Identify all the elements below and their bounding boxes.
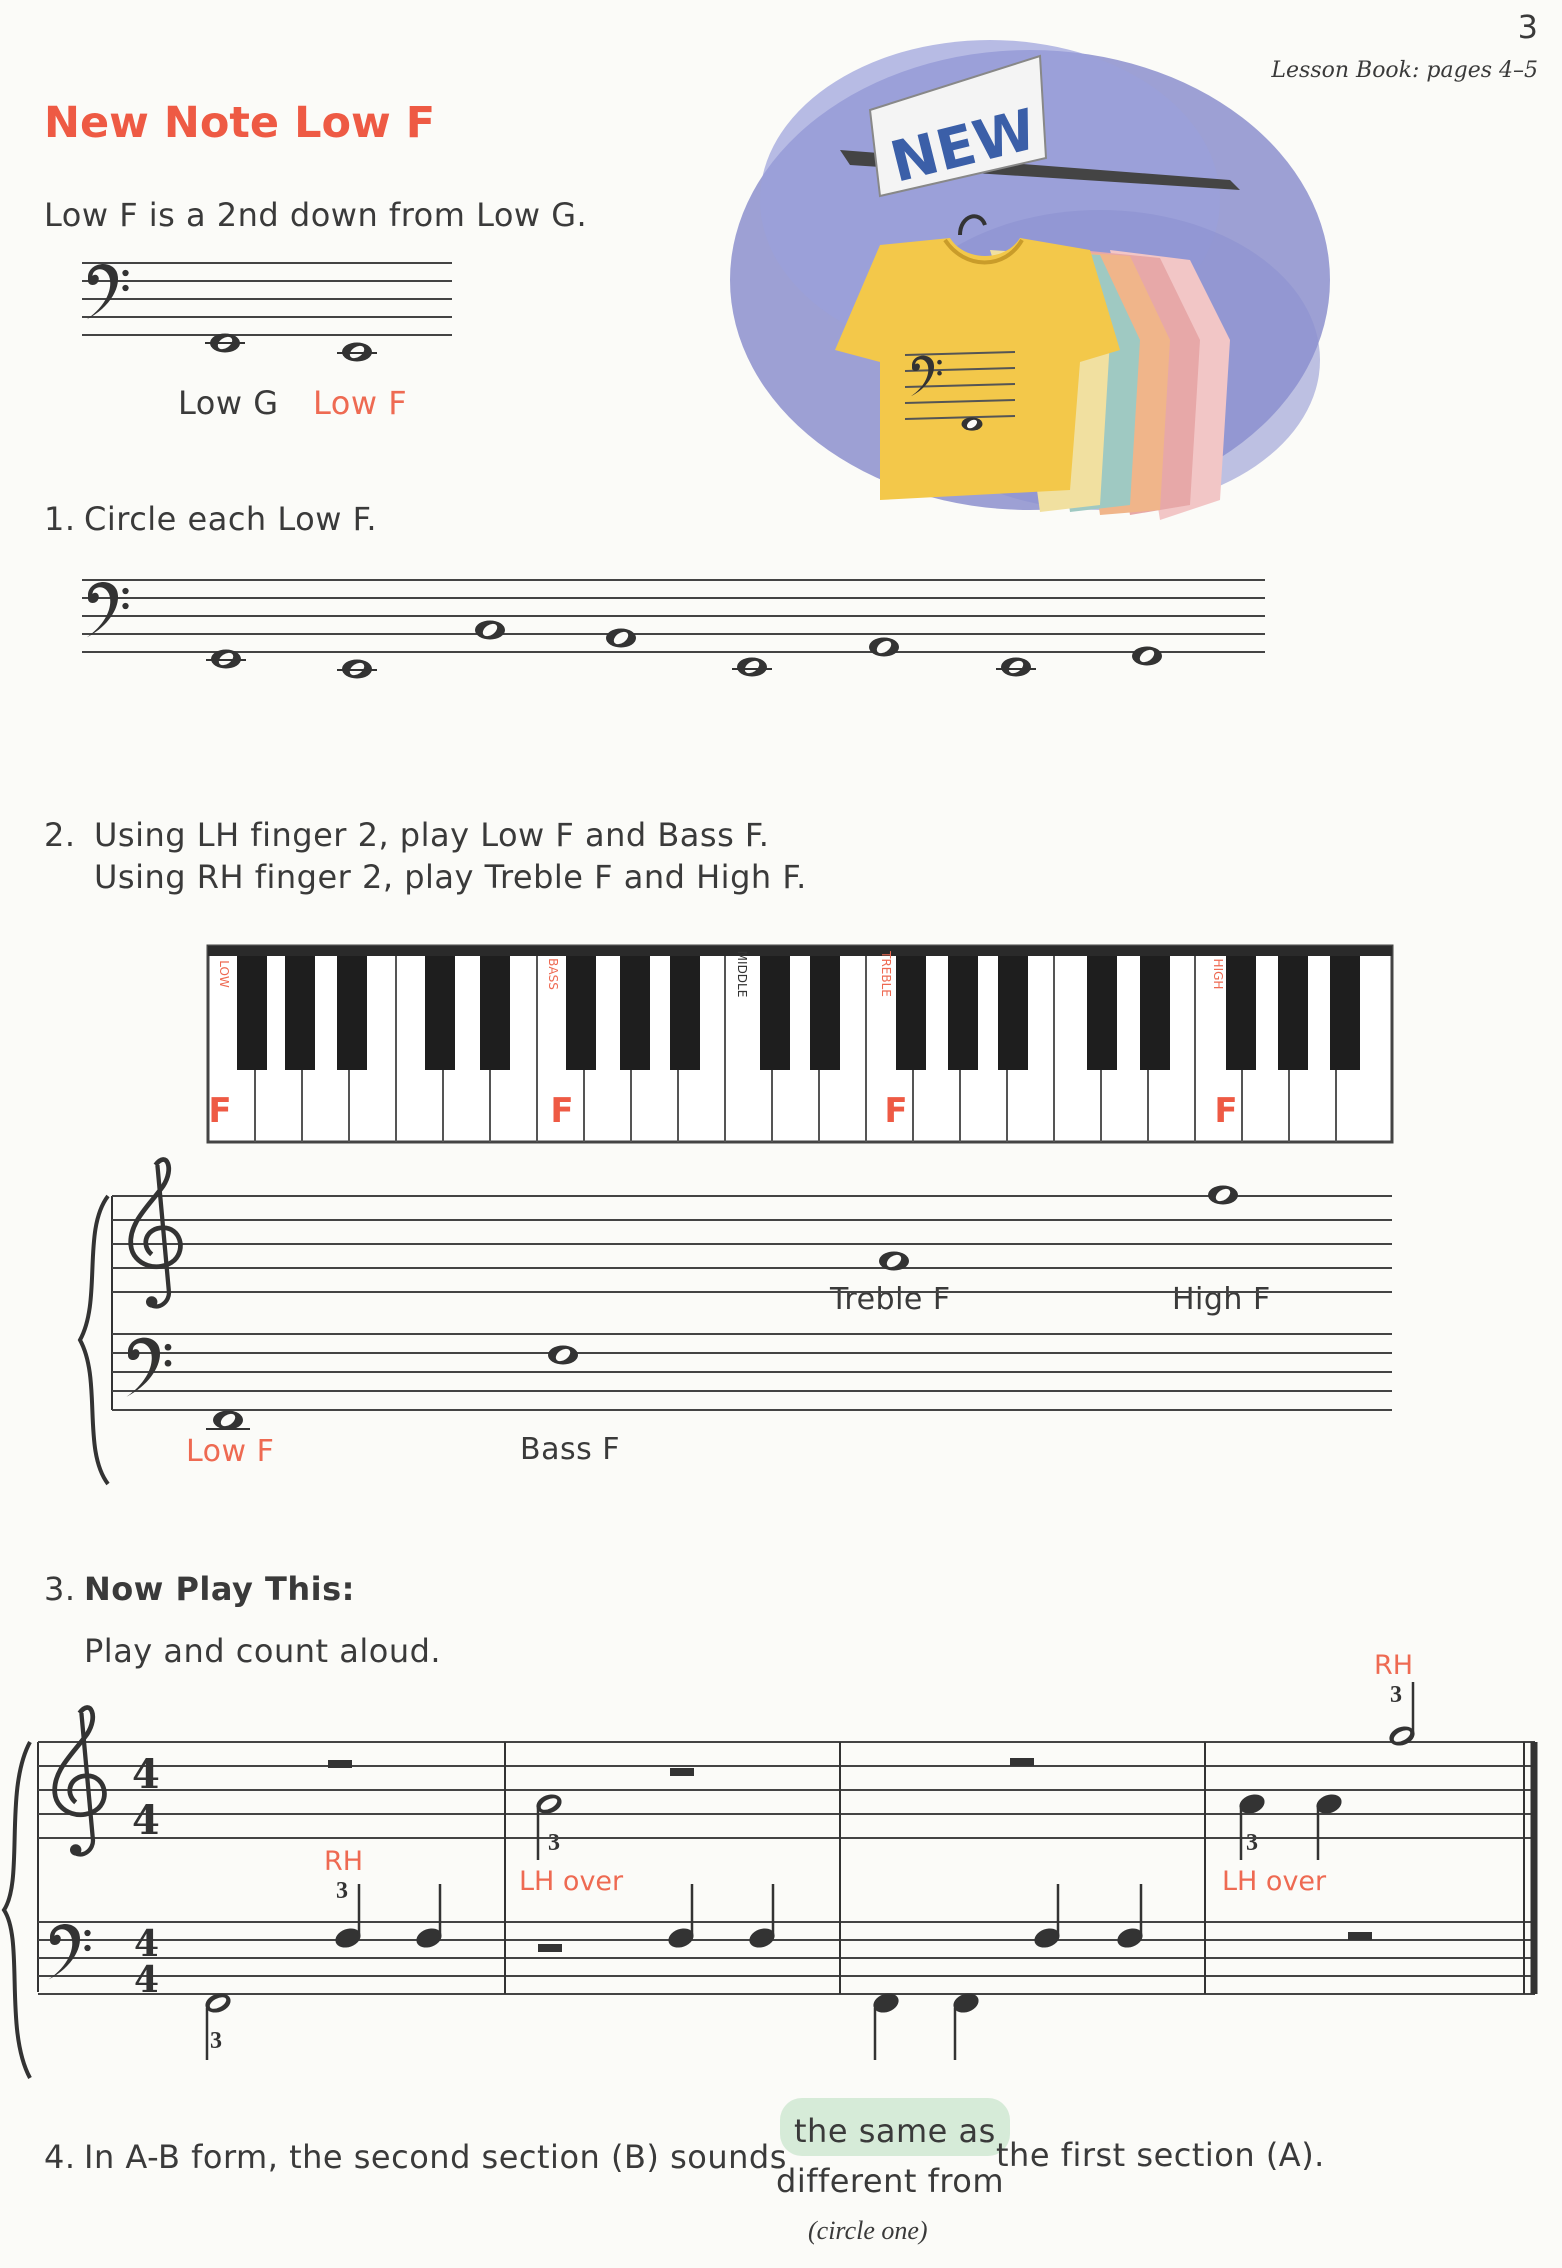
choice-different-from[interactable]: different from bbox=[776, 2162, 1005, 2200]
key-f-low: F bbox=[208, 1091, 232, 1131]
label-treble-f: Treble F bbox=[830, 1282, 951, 1317]
q1-note-b bbox=[475, 621, 505, 640]
key-f-bass: F bbox=[550, 1091, 574, 1131]
time-sig-top-bass: 4 bbox=[134, 1923, 160, 1965]
note-low-f bbox=[337, 343, 377, 362]
half-rest-m1 bbox=[328, 1760, 352, 1768]
time-sig-bottom-bass: 4 bbox=[134, 1959, 160, 2001]
key-label-low-text: LOW bbox=[217, 960, 231, 988]
time-sig-top-treble: 4 bbox=[132, 1751, 160, 1798]
bass-clef-q3 bbox=[49, 1924, 91, 1980]
key-label-middle bbox=[735, 951, 749, 998]
bass-clef-intro bbox=[87, 264, 129, 320]
note-bass-f bbox=[548, 1346, 578, 1365]
q4-text-after: the first section (A). bbox=[996, 2136, 1325, 2174]
brace bbox=[80, 1196, 108, 1484]
key-f-treble: F bbox=[884, 1091, 908, 1131]
bass-clef-q1 bbox=[87, 582, 129, 638]
page-title: New Note Low F bbox=[44, 98, 436, 148]
q1-note-low-f bbox=[732, 658, 772, 677]
q2-line2: Using RH finger 2, play Treble F and High F. bbox=[94, 858, 807, 896]
q1-note-a bbox=[869, 638, 899, 657]
lh-over-measure4: LH over bbox=[1222, 1866, 1327, 1897]
q1-text: Circle each Low F. bbox=[84, 500, 377, 538]
key-label-bass-text: BASS bbox=[546, 958, 560, 990]
brace-q3 bbox=[4, 1742, 30, 2078]
treble-clef-q3 bbox=[55, 1708, 105, 1856]
half-rest-bass-m4 bbox=[1348, 1932, 1372, 1940]
q4-number: 4. bbox=[44, 2138, 76, 2176]
key-label-high-text: HIGH bbox=[1211, 958, 1225, 990]
intro-text: Low F is a 2nd down from Low G. bbox=[44, 196, 588, 234]
q1-notes bbox=[206, 621, 1162, 679]
finger-3-measure4: 3 bbox=[1246, 1830, 1258, 1856]
grand-staff-q2 bbox=[80, 1160, 1392, 1484]
q3-heading: Now Play This: bbox=[84, 1570, 355, 1608]
finger-3-measure1: 3 bbox=[336, 1878, 348, 1904]
illustration-new-shirts bbox=[730, 40, 1330, 520]
time-signature-bass bbox=[134, 1923, 159, 2001]
rh-label-measure4: RH bbox=[1374, 1650, 1414, 1681]
q4-text-before: In A-B form, the second section (B) sounds bbox=[84, 2138, 787, 2176]
q1-note-low-f bbox=[996, 658, 1036, 677]
barlines bbox=[505, 1742, 1534, 1994]
label-low-f: Low F bbox=[313, 384, 408, 422]
staff-intro bbox=[82, 263, 452, 335]
notes-m4 bbox=[1237, 1682, 1418, 1860]
q2-number: 2. bbox=[44, 816, 76, 854]
note-high-f bbox=[1208, 1186, 1238, 1205]
choice-same-as[interactable]: the same as bbox=[794, 2112, 996, 2150]
note-low-f-grand bbox=[206, 1411, 250, 1430]
q1-number: 1. bbox=[44, 500, 76, 538]
notes-m1 bbox=[203, 1884, 445, 2060]
staff-q1 bbox=[82, 580, 1265, 652]
lesson-reference: Lesson Book: pages 4–5 bbox=[1271, 58, 1538, 83]
finger-3-measure2: 3 bbox=[548, 1830, 560, 1856]
keyboard bbox=[208, 946, 1392, 1142]
key-label-treble-text: TREBLE bbox=[879, 951, 893, 997]
grand-staff-q3 bbox=[4, 1682, 1535, 2078]
bass-clef-q2 bbox=[126, 1338, 171, 1397]
rh-label-measure1: RH bbox=[324, 1846, 364, 1877]
new-sign-text: NEW bbox=[884, 97, 1043, 196]
half-rest-m3 bbox=[1010, 1758, 1034, 1766]
label-bass-f: Bass F bbox=[520, 1432, 621, 1467]
note-treble-f bbox=[879, 1252, 909, 1271]
q3-instruction: Play and count aloud. bbox=[84, 1632, 442, 1670]
q2-line1: Using LH finger 2, play Low F and Bass F. bbox=[94, 816, 770, 854]
time-signature-treble bbox=[132, 1751, 160, 1844]
key-label-middle-text: MIDDLE bbox=[735, 950, 749, 998]
page-number: 3 bbox=[1517, 8, 1538, 46]
time-sig-bottom-treble: 4 bbox=[132, 1797, 160, 1844]
half-rest-bass-m2 bbox=[538, 1944, 562, 1952]
q1-note-low-f bbox=[337, 660, 377, 679]
finger-3-bass-measure1: 3 bbox=[210, 2028, 222, 2054]
q1-note-a bbox=[606, 629, 636, 648]
note-low-g bbox=[205, 334, 245, 353]
label-low-g: Low G bbox=[178, 384, 279, 422]
circle-one-note: (circle one) bbox=[808, 2216, 928, 2245]
key-f-high: F bbox=[1214, 1091, 1238, 1131]
q3-number: 3. bbox=[44, 1570, 76, 1608]
half-rest-m2 bbox=[670, 1768, 694, 1776]
label-high-f: High F bbox=[1172, 1282, 1271, 1317]
lh-over-measure2: LH over bbox=[519, 1866, 624, 1897]
label-low-f-grand: Low F bbox=[186, 1434, 275, 1469]
notes-m2 bbox=[534, 1791, 778, 1951]
finger-3-measure4-treble: 3 bbox=[1390, 1682, 1402, 1708]
notes-m3 bbox=[871, 1884, 1146, 2060]
treble-clef-q2 bbox=[131, 1160, 181, 1308]
q1-note-g bbox=[1132, 647, 1162, 666]
